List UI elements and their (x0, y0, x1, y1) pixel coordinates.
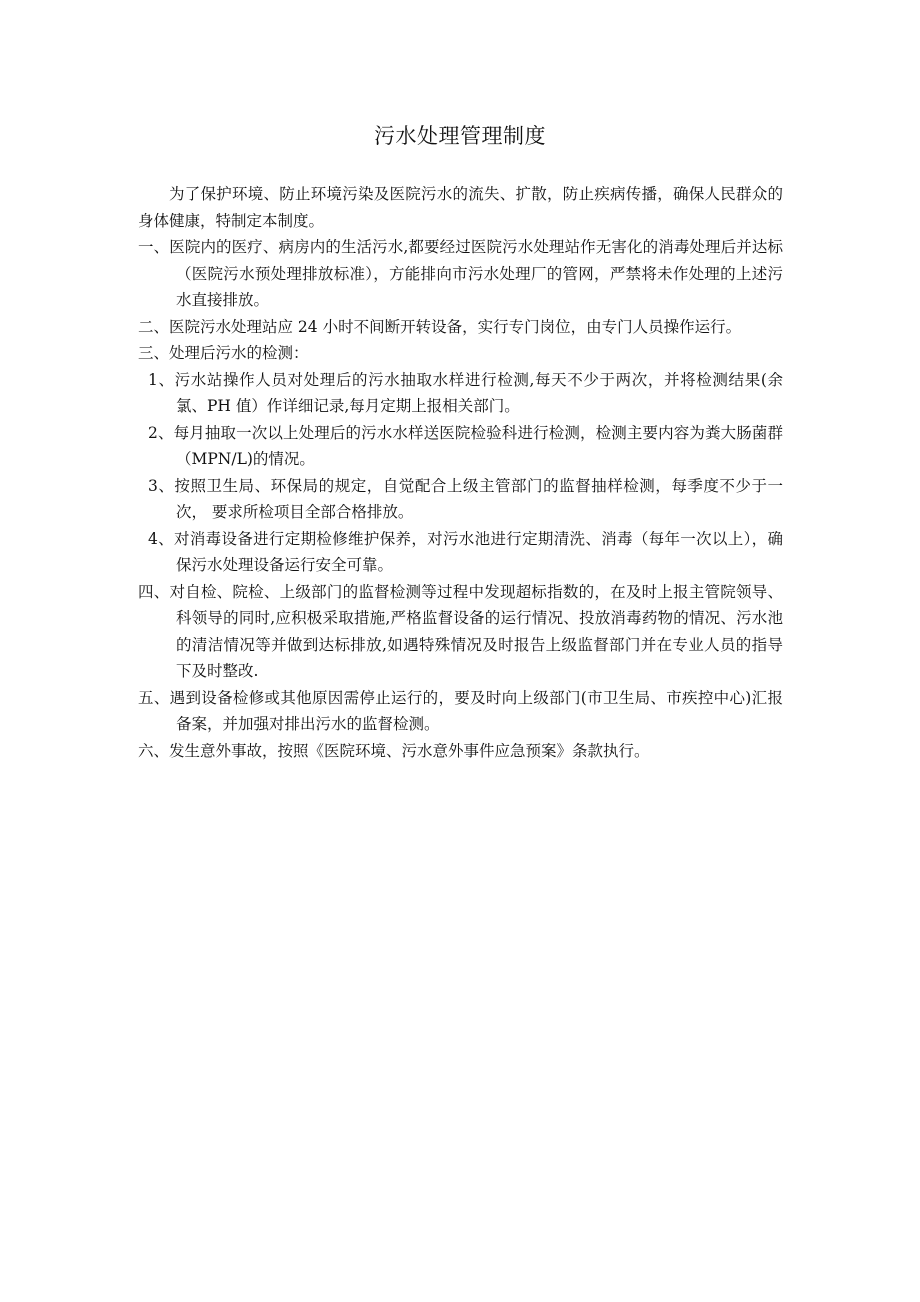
intro-paragraph: 为了保护环境、防止环境污染及医院污水的流失、扩散，防止疾病传播，确保人民群众的身体健康，特制定本制度。 (138, 185, 783, 230)
clause-4: 四、对自检、院检、上级部门的监督检测等过程中发现超标指数的，在及时上报主管院领导、科领导的同时,应积极采取措施,严格监督设备的运行情况、投放消毒药物的情况、污水池的清洁情况等并做到达标排放,如遇特殊情况及时报告上级监督部门并在专业人员的指导下及时整改. (138, 582, 783, 680)
clause-1: 一、医院内的医疗、病房内的生活污水,都要经过医院污水处理站作无害化的消毒处理后并达标（医院污水预处理排放标准），方能排向市污水处理厂的管网，严禁将未作处理的上述污水直接排放。 (138, 238, 783, 309)
clause-2: 二、医院污水处理站应 24 小时不间断开转设备，实行专门岗位，由专门人员操作运行。 (138, 317, 742, 336)
clause-5: 五、遇到设备检修或其他原因需停止运行的，要及时向上级部门(市卫生局、市疾控中心)汇报备案，并加强对排出污水的监督检测。 (138, 688, 783, 733)
subclause-3: 3、按照卫生局、环保局的规定，自觉配合上级主管部门的监督抽样检测，每季度不少于一次， 要求所检项目全部合格排放。 (148, 476, 783, 521)
subclause-4: 4、对消毒设备进行定期检修维护保养，对污水池进行定期清洗、消毒（每年一次以上），确保污水处理设备运行安全可靠。 (148, 529, 783, 574)
subclause-2: 2、每月抽取一次以上处理后的污水水样送医院检验科进行检测，检测主要内容为粪大肠菌群（MPN/L)的情况。 (148, 423, 783, 468)
subclause-1: 1、污水站操作人员对处理后的污水抽取水样进行检测,每天不少于两次，并将检测结果(余氯、PH 值）作详细记录,每月定期上报相关部门。 (148, 370, 783, 415)
clause-3: 三、处理后污水的检测： (138, 344, 309, 362)
document-body (138, 181, 783, 764)
clause-6: 六、发生意外事故，按照《医院环境、污水意外事件应急预案》条款执行。 (138, 741, 650, 760)
document-title: 污水处理管理制度 (374, 124, 546, 148)
